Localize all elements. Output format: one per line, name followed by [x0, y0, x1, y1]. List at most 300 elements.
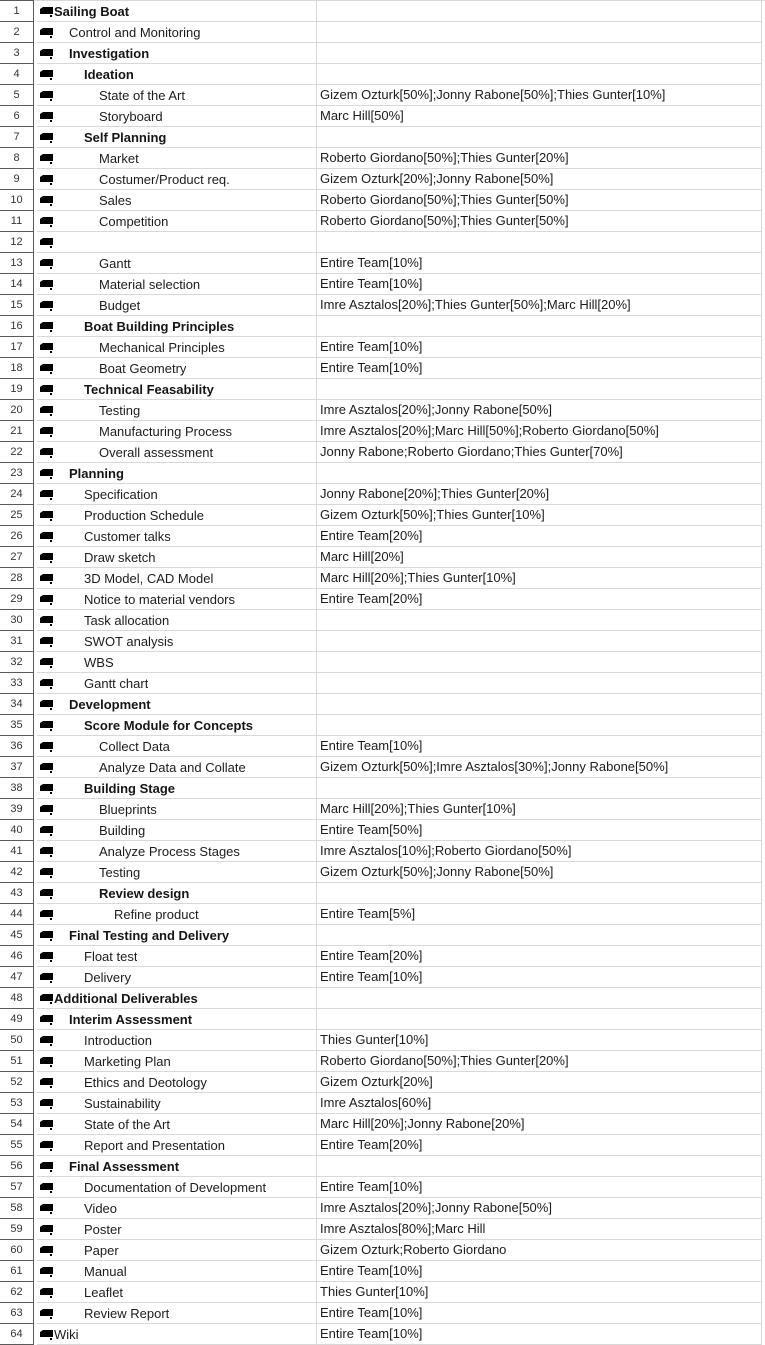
task-name-cell[interactable]	[37, 106, 317, 127]
resource-names: Entire Team[5%]	[320, 906, 416, 921]
table-row	[0, 1261, 765, 1282]
task-name-cell[interactable]	[37, 904, 317, 925]
row-number[interactable]: 7	[0, 127, 34, 148]
task-name-cell[interactable]	[37, 43, 317, 64]
task-name-cell[interactable]	[37, 694, 317, 715]
task-name-cell[interactable]	[37, 1114, 317, 1135]
resources-cell[interactable]	[317, 274, 762, 295]
task-name-cell[interactable]	[37, 1093, 317, 1114]
table-row	[0, 232, 765, 253]
row-number[interactable]: 58	[0, 1198, 34, 1219]
table-row	[0, 526, 765, 547]
task-name-cell[interactable]	[37, 1282, 317, 1303]
pushpin-task-icon	[40, 194, 54, 206]
row-number[interactable]: 63	[0, 1303, 34, 1324]
task-name-cell[interactable]	[37, 316, 317, 337]
resources-cell[interactable]	[317, 463, 762, 484]
task-name: Development	[69, 696, 151, 712]
task-name-cell[interactable]	[37, 1156, 317, 1177]
task-name: Sailing Boat	[54, 3, 130, 19]
resources-cell[interactable]	[317, 358, 762, 379]
resources-cell[interactable]	[317, 379, 762, 400]
task-name: Float test	[84, 948, 138, 964]
task-name-cell[interactable]	[37, 967, 317, 988]
resource-names: Entire Team[20%]	[320, 528, 423, 543]
task-name-cell[interactable]	[37, 505, 317, 526]
row-number[interactable]: 40	[0, 820, 34, 841]
pushpin-task-icon	[40, 1013, 54, 1025]
row-number[interactable]: 44	[0, 904, 34, 925]
resources-cell[interactable]	[317, 1, 762, 22]
task-name-cell[interactable]	[37, 400, 317, 421]
task-name-cell[interactable]	[37, 1261, 317, 1282]
pushpin-tip	[50, 729, 52, 731]
task-name-cell[interactable]	[37, 211, 317, 232]
task-name-cell[interactable]	[37, 925, 317, 946]
task-name-cell[interactable]	[37, 589, 317, 610]
table-row	[0, 1135, 765, 1156]
row-number[interactable]: 39	[0, 799, 34, 820]
row-number[interactable]: 56	[0, 1156, 34, 1177]
resource-names: Entire Team[10%]	[320, 969, 423, 984]
pushpin-task-icon	[40, 866, 54, 878]
row-number[interactable]: 54	[0, 1114, 34, 1135]
row-number[interactable]: 19	[0, 379, 34, 400]
pushpin-body	[40, 553, 53, 560]
resources-cell[interactable]	[317, 946, 762, 967]
task-name-cell[interactable]	[37, 463, 317, 484]
row-number[interactable]: 24	[0, 484, 34, 505]
task-name-cell[interactable]	[37, 757, 317, 778]
row-number[interactable]: 18	[0, 358, 34, 379]
task-name-cell[interactable]	[37, 169, 317, 190]
task-name-cell[interactable]	[37, 715, 317, 736]
pushpin-body	[40, 490, 53, 497]
resources-cell[interactable]	[317, 757, 762, 778]
resources-cell[interactable]	[317, 841, 762, 862]
task-name-cell[interactable]	[37, 736, 317, 757]
resources-cell[interactable]	[317, 526, 762, 547]
row-number[interactable]: 59	[0, 1219, 34, 1240]
task-name-cell[interactable]	[37, 652, 317, 673]
task-name-cell[interactable]	[37, 484, 317, 505]
row-number[interactable]: 33	[0, 673, 34, 694]
resources-cell[interactable]	[317, 64, 762, 85]
resources-cell[interactable]	[317, 925, 762, 946]
resources-cell[interactable]	[317, 547, 762, 568]
row-number[interactable]: 27	[0, 547, 34, 568]
table-row	[0, 190, 765, 211]
pushpin-task-icon	[40, 404, 54, 416]
row-number[interactable]: 34	[0, 694, 34, 715]
task-name-cell[interactable]	[37, 1009, 317, 1030]
task-name: Building Stage	[84, 780, 175, 796]
task-name: Delivery	[84, 969, 131, 985]
task-name-cell[interactable]	[37, 778, 317, 799]
resources-cell[interactable]	[317, 1114, 762, 1135]
pushpin-tip	[50, 99, 52, 101]
row-number[interactable]: 10	[0, 190, 34, 211]
table-row	[0, 85, 765, 106]
resources-cell[interactable]	[317, 442, 762, 463]
pushpin-body	[40, 889, 53, 896]
row-number[interactable]: 13	[0, 253, 34, 274]
resource-names: Entire Team[20%]	[320, 948, 423, 963]
task-name: WBS	[84, 654, 114, 670]
row-number[interactable]: 41	[0, 841, 34, 862]
resources-cell[interactable]	[317, 505, 762, 526]
row-number[interactable]: 20	[0, 400, 34, 421]
resources-cell[interactable]	[317, 1093, 762, 1114]
resources-cell[interactable]	[317, 694, 762, 715]
pushpin-task-icon	[40, 362, 54, 374]
resources-cell[interactable]	[317, 232, 762, 253]
task-name-cell[interactable]	[37, 1135, 317, 1156]
row-number[interactable]: 22	[0, 442, 34, 463]
table-row	[0, 379, 765, 400]
row-number[interactable]: 61	[0, 1261, 34, 1282]
resources-cell[interactable]	[317, 610, 762, 631]
table-row	[0, 1114, 765, 1135]
task-name-cell[interactable]	[37, 1240, 317, 1261]
pushpin-task-icon	[40, 572, 54, 584]
task-name-cell[interactable]	[37, 337, 317, 358]
resources-cell[interactable]	[317, 190, 762, 211]
task-name: Task allocation	[84, 612, 170, 628]
resource-names: Thies Gunter[10%]	[320, 1284, 429, 1299]
pushpin-tip	[50, 120, 52, 122]
task-name-cell[interactable]	[37, 127, 317, 148]
resources-cell[interactable]	[317, 127, 762, 148]
resources-cell[interactable]	[317, 1261, 762, 1282]
resources-cell[interactable]	[317, 1324, 762, 1345]
task-name: Final Assessment	[69, 1158, 180, 1174]
resources-cell[interactable]	[317, 820, 762, 841]
task-name-cell[interactable]	[37, 883, 317, 904]
task-name: Gantt	[99, 255, 131, 271]
row-number[interactable]: 42	[0, 862, 34, 883]
row-number[interactable]: 51	[0, 1051, 34, 1072]
task-name-cell[interactable]	[37, 232, 317, 253]
task-name-cell[interactable]	[37, 1, 317, 22]
pushpin-task-icon	[40, 551, 54, 563]
resources-cell[interactable]	[317, 43, 762, 64]
table-row	[0, 673, 765, 694]
resources-cell[interactable]	[317, 22, 762, 43]
row-number[interactable]: 53	[0, 1093, 34, 1114]
pushpin-body	[40, 154, 53, 161]
task-name-cell[interactable]	[37, 358, 317, 379]
resources-cell[interactable]	[317, 1198, 762, 1219]
task-name-cell[interactable]	[37, 526, 317, 547]
pushpin-tip	[50, 36, 52, 38]
row-number[interactable]: 16	[0, 316, 34, 337]
resources-cell[interactable]	[317, 106, 762, 127]
pushpin-body	[40, 385, 53, 392]
task-name-cell[interactable]	[37, 274, 317, 295]
table-row	[0, 1051, 765, 1072]
task-name-cell[interactable]	[37, 862, 317, 883]
pushpin-task-icon	[40, 635, 54, 647]
resource-names: Marc Hill[20%];Thies Gunter[10%]	[320, 801, 516, 816]
pushpin-task-icon	[40, 656, 54, 668]
resources-cell[interactable]	[317, 673, 762, 694]
resource-names: Roberto Giordano[50%];Thies Gunter[20%]	[320, 1053, 569, 1068]
row-number[interactable]: 35	[0, 715, 34, 736]
pushpin-tip	[50, 813, 52, 815]
row-number[interactable]: 60	[0, 1240, 34, 1261]
task-name-cell[interactable]	[37, 820, 317, 841]
row-number[interactable]: 43	[0, 883, 34, 904]
resources-cell[interactable]	[317, 148, 762, 169]
resources-cell[interactable]	[317, 1240, 762, 1261]
row-number[interactable]: 37	[0, 757, 34, 778]
resource-names: Roberto Giordano[50%];Thies Gunter[50%]	[320, 213, 569, 228]
task-name: Market	[99, 150, 139, 166]
pushpin-task-icon	[40, 1244, 54, 1256]
pushpin-body	[40, 1309, 53, 1316]
row-number[interactable]: 45	[0, 925, 34, 946]
resources-cell[interactable]	[317, 1072, 762, 1093]
pushpin-tip	[50, 1065, 52, 1067]
task-name-cell[interactable]	[37, 988, 317, 1009]
pushpin-body	[40, 70, 53, 77]
resource-names: Gizem Ozturk;Roberto Giordano	[320, 1242, 507, 1257]
resources-cell[interactable]	[317, 1177, 762, 1198]
pushpin-body	[40, 49, 53, 56]
resources-cell[interactable]	[317, 253, 762, 274]
row-number[interactable]: 49	[0, 1009, 34, 1030]
row-number[interactable]: 4	[0, 64, 34, 85]
resources-cell[interactable]	[317, 169, 762, 190]
task-name: Customer talks	[84, 528, 171, 544]
resources-cell[interactable]	[317, 421, 762, 442]
resources-cell[interactable]	[317, 1135, 762, 1156]
row-number[interactable]: 62	[0, 1282, 34, 1303]
row-number[interactable]: 26	[0, 526, 34, 547]
resources-cell[interactable]	[317, 715, 762, 736]
task-name-cell[interactable]	[37, 946, 317, 967]
row-number[interactable]: 14	[0, 274, 34, 295]
row-number[interactable]: 8	[0, 148, 34, 169]
task-name-cell[interactable]	[37, 610, 317, 631]
row-number[interactable]: 2	[0, 22, 34, 43]
row-number[interactable]: 32	[0, 652, 34, 673]
resources-cell[interactable]	[317, 862, 762, 883]
task-name-cell[interactable]	[37, 1324, 317, 1345]
task-name-cell[interactable]	[37, 1198, 317, 1219]
table-row	[0, 799, 765, 820]
pushpin-tip	[50, 1023, 52, 1025]
table-row	[0, 841, 765, 862]
task-name-cell[interactable]	[37, 841, 317, 862]
pushpin-task-icon	[40, 131, 54, 143]
table-row	[0, 211, 765, 232]
row-number[interactable]: 46	[0, 946, 34, 967]
row-number[interactable]: 55	[0, 1135, 34, 1156]
row-number[interactable]: 21	[0, 421, 34, 442]
resources-cell[interactable]	[317, 631, 762, 652]
row-number[interactable]: 28	[0, 568, 34, 589]
resources-cell[interactable]	[317, 1030, 762, 1051]
pushpin-task-icon	[40, 1223, 54, 1235]
resources-cell[interactable]	[317, 1282, 762, 1303]
table-row	[0, 64, 765, 85]
resources-cell[interactable]	[317, 85, 762, 106]
row-number[interactable]: 29	[0, 589, 34, 610]
pushpin-task-icon	[40, 929, 54, 941]
resources-cell[interactable]	[317, 1219, 762, 1240]
row-number[interactable]: 38	[0, 778, 34, 799]
resources-cell[interactable]	[317, 295, 762, 316]
resource-names: Entire Team[10%]	[320, 339, 423, 354]
pushpin-body	[40, 1267, 53, 1274]
resources-cell[interactable]	[317, 904, 762, 925]
row-number[interactable]: 50	[0, 1030, 34, 1051]
row-number[interactable]: 64	[0, 1324, 34, 1345]
pushpin-task-icon	[40, 215, 54, 227]
task-name-cell[interactable]	[37, 148, 317, 169]
pushpin-tip	[50, 624, 52, 626]
task-name-cell[interactable]	[37, 379, 317, 400]
task-name: Technical Feasability	[84, 381, 214, 397]
resources-cell[interactable]	[317, 883, 762, 904]
resources-cell[interactable]	[317, 568, 762, 589]
table-row	[0, 631, 765, 652]
task-name-cell[interactable]	[37, 1219, 317, 1240]
row-number[interactable]: 1	[0, 0, 34, 22]
resources-cell[interactable]	[317, 1156, 762, 1177]
resources-cell[interactable]	[317, 400, 762, 421]
resources-cell[interactable]	[317, 316, 762, 337]
resources-cell[interactable]	[317, 484, 762, 505]
row-number[interactable]: 11	[0, 211, 34, 232]
pushpin-body	[40, 637, 53, 644]
task-name: 3D Model, CAD Model	[84, 570, 214, 586]
row-number[interactable]: 5	[0, 85, 34, 106]
task-name: Wiki	[54, 1326, 79, 1342]
task-name-cell[interactable]	[37, 673, 317, 694]
row-number[interactable]: 47	[0, 967, 34, 988]
resources-cell[interactable]	[317, 589, 762, 610]
row-number[interactable]: 25	[0, 505, 34, 526]
pushpin-task-icon	[40, 1076, 54, 1088]
pushpin-tip	[50, 225, 52, 227]
task-name-cell[interactable]	[37, 547, 317, 568]
task-name-cell[interactable]	[37, 64, 317, 85]
resource-names: Entire Team[10%]	[320, 1179, 423, 1194]
table-row	[0, 505, 765, 526]
task-name-cell[interactable]	[37, 1072, 317, 1093]
pushpin-tip	[50, 309, 52, 311]
resources-cell[interactable]	[317, 652, 762, 673]
task-name-cell[interactable]	[37, 253, 317, 274]
resources-cell[interactable]	[317, 778, 762, 799]
task-name-cell[interactable]	[37, 631, 317, 652]
task-name: Boat Geometry	[99, 360, 187, 376]
pushpin-tip	[50, 918, 52, 920]
table-row	[0, 778, 765, 799]
row-number[interactable]: 52	[0, 1072, 34, 1093]
task-name-cell[interactable]	[37, 1030, 317, 1051]
row-number[interactable]: 30	[0, 610, 34, 631]
row-number[interactable]: 9	[0, 169, 34, 190]
task-name-cell[interactable]	[37, 190, 317, 211]
resources-cell[interactable]	[317, 967, 762, 988]
pushpin-tip	[50, 834, 52, 836]
resource-names: Entire Team[10%]	[320, 1326, 423, 1341]
row-number[interactable]: 15	[0, 295, 34, 316]
pushpin-tip	[50, 498, 52, 500]
pushpin-body	[40, 28, 53, 35]
resource-names: Thies Gunter[10%]	[320, 1032, 429, 1047]
task-name: Specification	[84, 486, 158, 502]
task-name-cell[interactable]	[37, 1051, 317, 1072]
resources-cell[interactable]	[317, 1051, 762, 1072]
task-name-cell[interactable]	[37, 421, 317, 442]
row-number[interactable]: 17	[0, 337, 34, 358]
row-number[interactable]: 6	[0, 106, 34, 127]
resources-cell[interactable]	[317, 337, 762, 358]
pushpin-task-icon	[40, 677, 54, 689]
task-name-cell[interactable]	[37, 442, 317, 463]
resources-cell[interactable]	[317, 1009, 762, 1030]
row-number[interactable]: 23	[0, 463, 34, 484]
pushpin-body	[40, 469, 53, 476]
task-name-cell[interactable]	[37, 1177, 317, 1198]
pushpin-tip	[50, 57, 52, 59]
task-name-cell[interactable]	[37, 799, 317, 820]
resources-cell[interactable]	[317, 211, 762, 232]
table-row	[0, 22, 765, 43]
row-number[interactable]: 48	[0, 988, 34, 1009]
pushpin-body	[40, 1015, 53, 1022]
pushpin-tip	[50, 750, 52, 752]
pushpin-tip	[50, 204, 52, 206]
resources-cell[interactable]	[317, 988, 762, 1009]
resource-names: Entire Team[50%]	[320, 822, 423, 837]
resources-cell[interactable]	[317, 1303, 762, 1324]
row-number[interactable]: 3	[0, 43, 34, 64]
resources-cell[interactable]	[317, 736, 762, 757]
task-name-cell[interactable]	[37, 295, 317, 316]
task-name-cell[interactable]	[37, 1303, 317, 1324]
row-number[interactable]: 31	[0, 631, 34, 652]
table-row	[0, 1282, 765, 1303]
table-row	[0, 757, 765, 778]
row-number[interactable]: 12	[0, 232, 34, 253]
table-row	[0, 967, 765, 988]
pushpin-body	[40, 133, 53, 140]
task-name: Control and Monitoring	[69, 24, 201, 40]
resource-names: Entire Team[10%]	[320, 738, 423, 753]
resources-cell[interactable]	[317, 799, 762, 820]
pushpin-tip	[50, 771, 52, 773]
pushpin-tip	[50, 1044, 52, 1046]
row-number[interactable]: 57	[0, 1177, 34, 1198]
pushpin-body	[40, 301, 53, 308]
pushpin-task-icon	[40, 47, 54, 59]
table-row	[0, 694, 765, 715]
task-name: Ideation	[84, 66, 134, 82]
task-name-cell[interactable]	[37, 22, 317, 43]
row-number[interactable]: 36	[0, 736, 34, 757]
task-name-cell[interactable]	[37, 85, 317, 106]
task-name: Introduction	[84, 1032, 152, 1048]
task-name: Notice to material vendors	[84, 591, 236, 607]
pushpin-task-icon	[40, 719, 54, 731]
task-name-cell[interactable]	[37, 568, 317, 589]
